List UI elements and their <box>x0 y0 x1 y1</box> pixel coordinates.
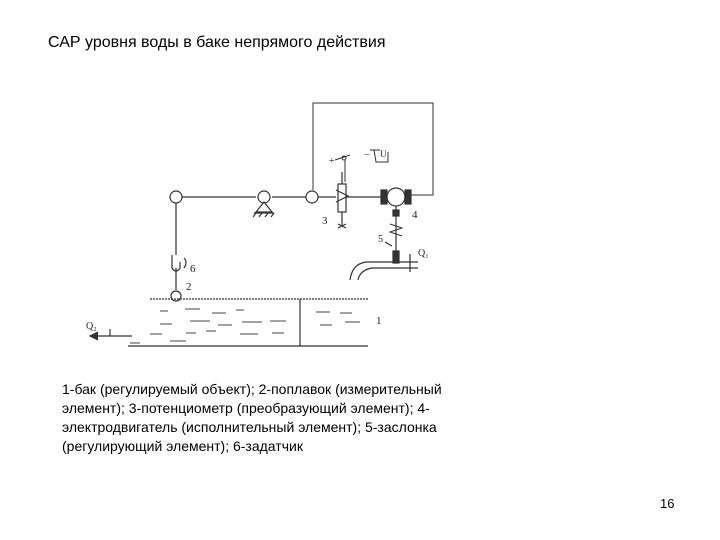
lever-joint-right <box>306 191 318 203</box>
lever-rod <box>176 197 336 255</box>
caption-line-3: электродвигатель (исполнительный элемент); 5-заслонка <box>62 419 437 435</box>
minus-sign: − <box>364 150 370 161</box>
plus-sign: + <box>329 156 335 167</box>
label-3: 3 <box>322 215 328 227</box>
water-surface-marks <box>130 309 360 343</box>
lever-joint-left <box>170 191 182 203</box>
label-5: 5 <box>378 234 383 245</box>
caption-line-4: (регулирующий элемент); 6-задатчик <box>62 438 303 454</box>
pivot-support <box>253 191 274 217</box>
setpoint-adjuster <box>172 255 186 290</box>
caption-line-1: 1-бак (регулируемый объект); 2-поплавок (измерительный <box>62 381 442 397</box>
page-number: 16 <box>660 496 675 511</box>
label-1: 1 <box>376 315 382 327</box>
slide-title: САР уровня воды в баке непрямого действия <box>48 34 386 51</box>
inlet-flow-label: Q₁ <box>418 248 429 259</box>
label-4: 4 <box>412 209 418 221</box>
potentiometer <box>336 172 382 228</box>
inlet-pipe <box>350 254 418 280</box>
legend-caption <box>62 380 542 456</box>
label-6: 6 <box>190 263 196 275</box>
power-circuit <box>313 103 433 195</box>
outlet-flow-label: Q₂ <box>86 321 97 332</box>
voltage-label: U <box>380 149 387 159</box>
label-2: 2 <box>186 281 192 293</box>
damper-valve <box>385 242 399 263</box>
caption-line-2: элемент); 3-потенциометр (преобразующий элемент); 4- <box>62 400 430 416</box>
